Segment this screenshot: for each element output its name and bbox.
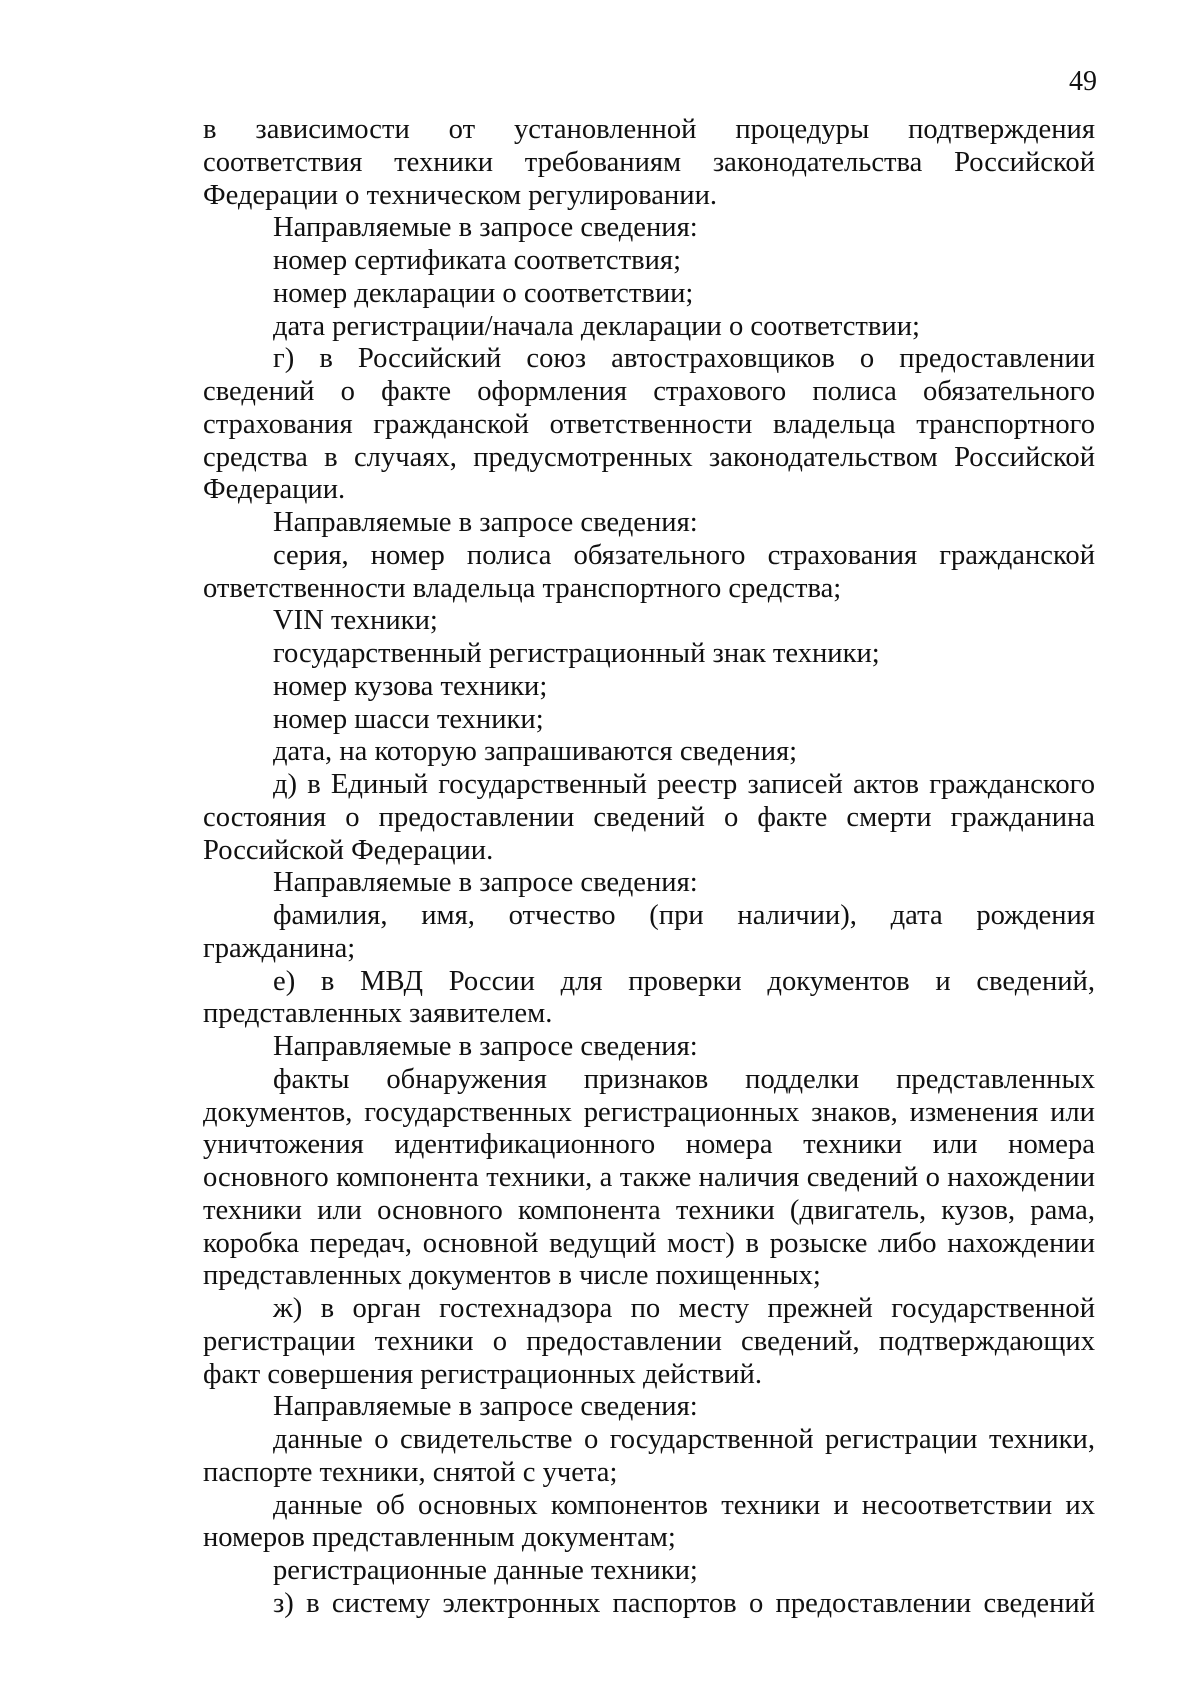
paragraph: Направляемые в запросе сведения: xyxy=(273,1031,698,1062)
paragraph: Направляемые в запросе сведения: xyxy=(273,507,698,538)
list-item: дата, на которую запрашиваются сведения; xyxy=(273,736,798,768)
list-item: номер сертификата соответствия; xyxy=(273,245,682,276)
paragraph: ж) в орган гостехнадзора по месту прежней государственной регистрации техники о предоставлении сведений, подтверждающих факт совершения регистрационных действий. xyxy=(203,1293,1095,1390)
page-number: 49 xyxy=(1069,66,1097,97)
paragraph: в зависимости от установленной процедуры подтверждения соответствия техники требованиям законодательства Российской Федерации о техническом регулировании. xyxy=(203,114,1095,211)
list-item: государственный регистрационный знак техники; xyxy=(273,638,880,669)
list-item: номер декларации о соответствии; xyxy=(273,277,694,309)
paragraph: Направляемые в запросе сведения: xyxy=(273,212,698,244)
paragraph: Направляемые в запросе сведения: xyxy=(273,1391,698,1423)
list-item: VIN техники; xyxy=(273,605,438,637)
list-item: номер шасси техники; xyxy=(273,703,544,735)
list-item: фамилия, имя, отчество (при наличии), дата рождения гражданина; xyxy=(203,900,1095,964)
list-item: дата регистрации/начала декларации о соответствии; xyxy=(273,310,920,342)
list-item: номер кузова техники; xyxy=(273,670,548,702)
list-item: данные о свидетельстве о государственной регистрации техники, паспорте техники, снятой с учета; xyxy=(203,1424,1095,1488)
document-body xyxy=(203,114,1095,1621)
list-item: данные об основных компонентов техники и несоответствии их номеров представленным документам; xyxy=(203,1489,1095,1554)
paragraph: г) в Российский союз автостраховщиков о предоставлении сведений о факте оформления страхового полиса обязательного страхования гражданской ответственности владельца транспортного средства в случаях, предусмотренных законодательством Российской Федерации. xyxy=(203,343,1095,506)
list-item: факты обнаружения признаков подделки представленных документов, государственных регистрационных знаков, изменения или уничтожения идентификационного номера техники или номера основного компонента техники, а также наличия сведений о нахождении техники или основного компонента техники (двигатель, кузов, рама, коробка передач, основной ведущий мост) в розыске либо нахождении представленных документов в числе похищенных; xyxy=(203,1063,1095,1292)
paragraph: Направляемые в запросе сведения: xyxy=(273,867,698,899)
paragraph: д) в Единый государственный реестр записей актов гражданского состояния о предоставлении сведений о факте смерти гражданина Российской Федерации. xyxy=(203,769,1095,866)
list-item: серия, номер полиса обязательного страхования гражданской ответственности владельца транспортного средства; xyxy=(203,539,1095,604)
paragraph: е) в МВД России для проверки документов и сведений, представленных заявителем. xyxy=(203,965,1095,1030)
list-item: регистрационные данные техники; xyxy=(273,1555,698,1586)
paragraph: з) в систему электронных паспортов о предоставлении сведений xyxy=(273,1587,1095,1619)
